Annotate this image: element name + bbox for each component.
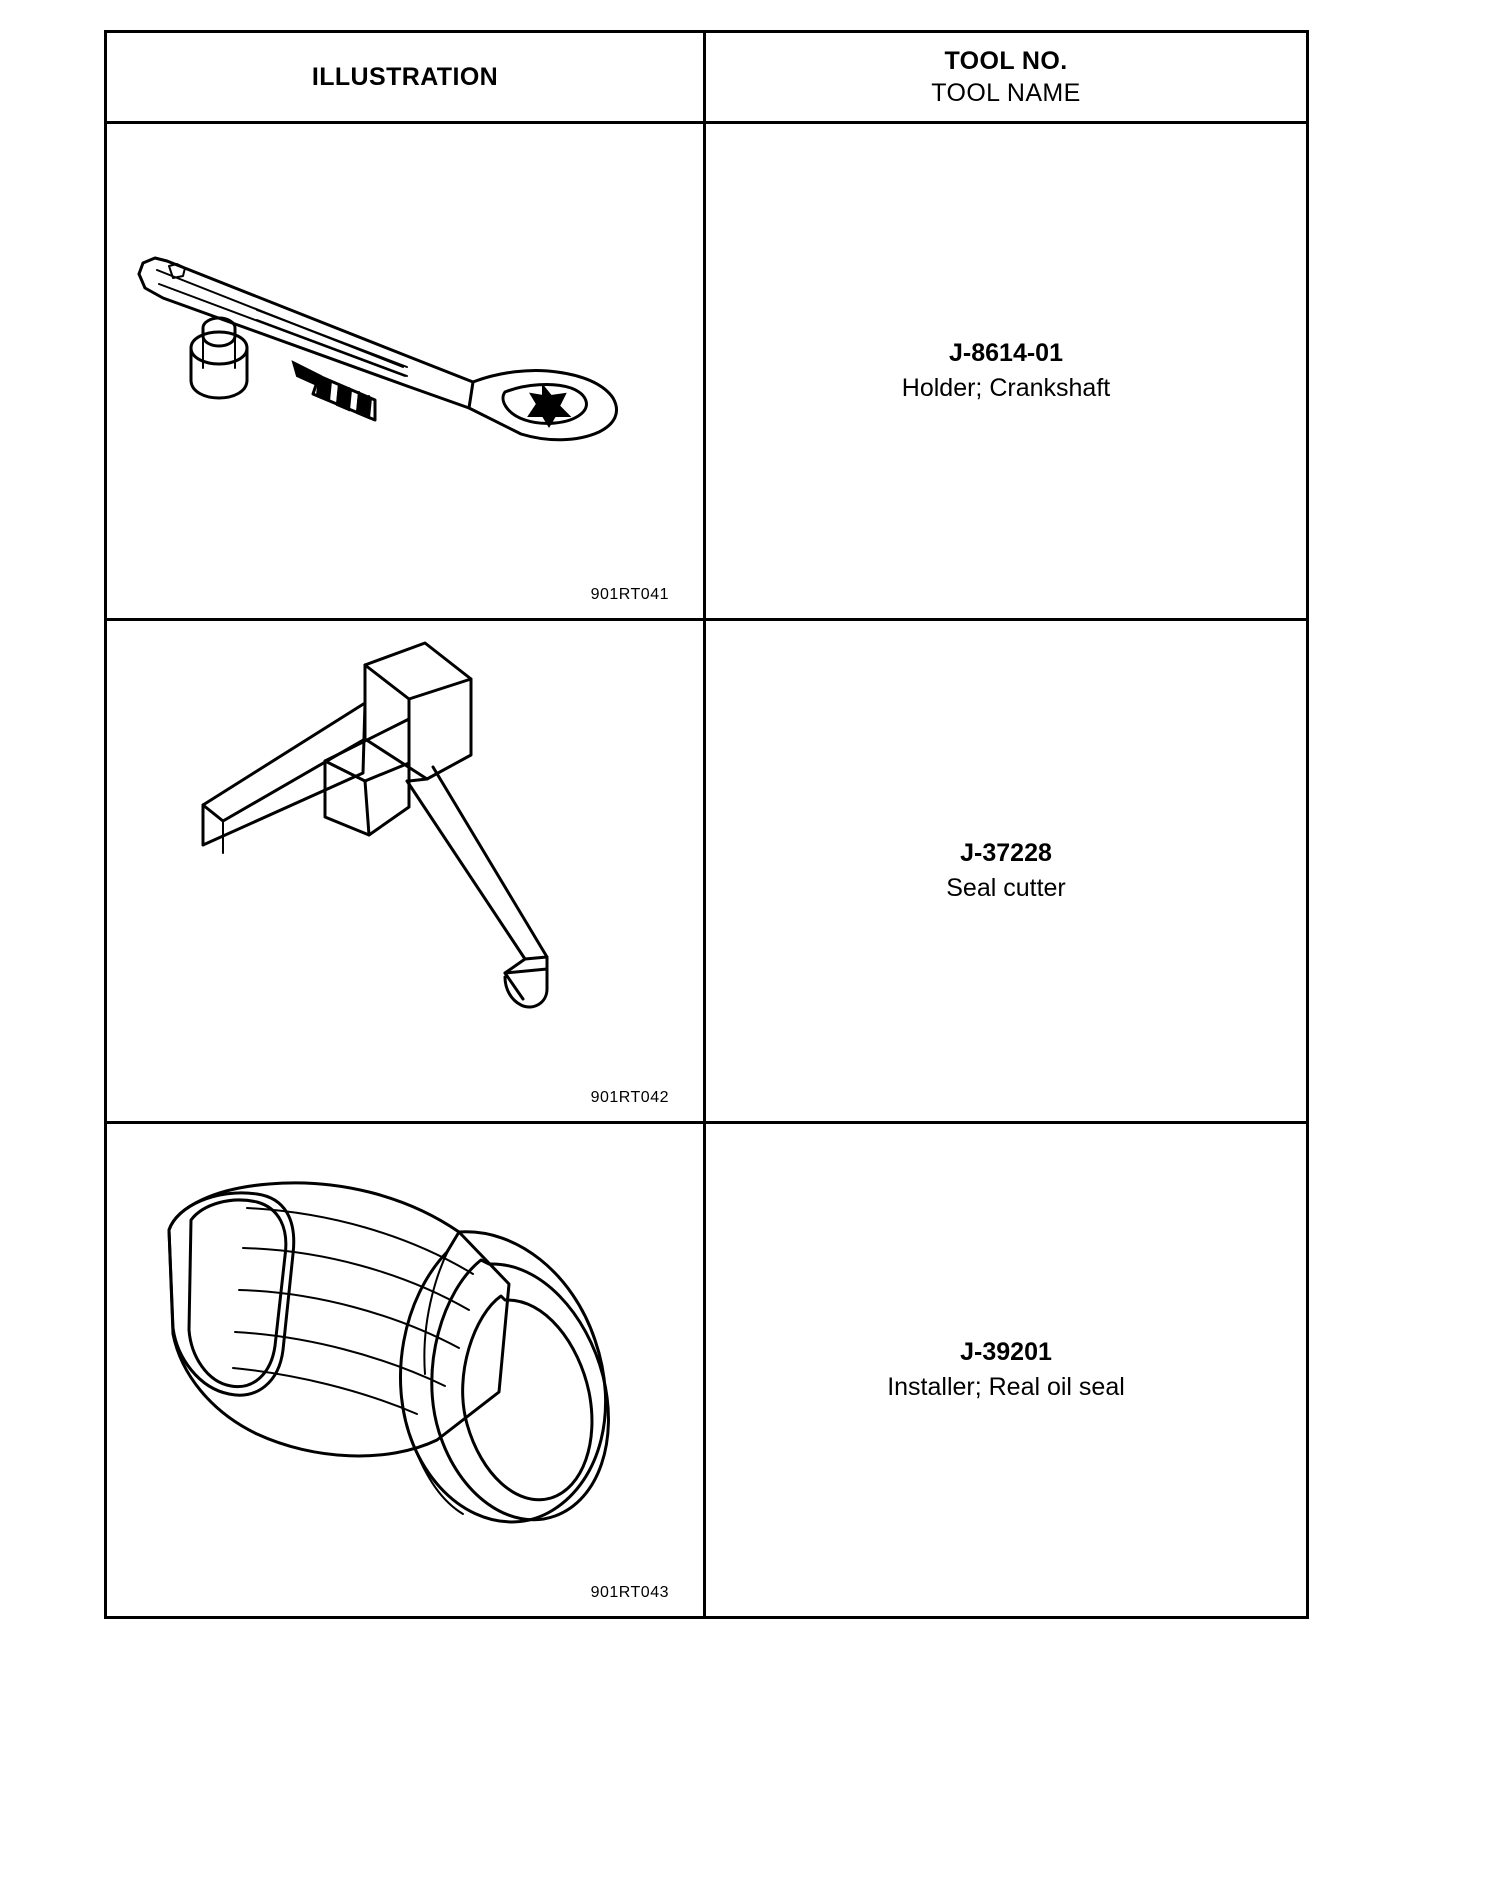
tool-number: J-39201 <box>960 1337 1052 1366</box>
header-tool-no-label: TOOL NO. <box>944 47 1068 75</box>
tool-name: Seal cutter <box>946 874 1066 902</box>
header-tool-name-label: TOOL NAME <box>931 79 1081 107</box>
tool-number: J-8614-01 <box>949 338 1063 367</box>
table-row <box>106 620 1308 1123</box>
tool-number: J-37228 <box>960 838 1052 867</box>
figure-id-label: 901RT041 <box>590 586 669 603</box>
table-row <box>106 1123 1308 1618</box>
header-illustration <box>106 32 705 123</box>
table-header-row <box>106 32 1308 123</box>
seal-cutter-illustration <box>107 621 703 1121</box>
header-illustration-label: ILLUSTRATION <box>311 63 499 91</box>
illustration-cell-2 <box>106 620 705 1123</box>
tool-info-cell-2 <box>705 620 1308 1123</box>
crankshaft-holder-wrench-illustration <box>107 124 703 618</box>
figure-id-label: 901RT043 <box>590 1584 669 1601</box>
tool-info-cell-1 <box>705 123 1308 620</box>
tool-info-cell-3 <box>705 1123 1308 1618</box>
figure-id-label: 901RT042 <box>590 1089 669 1106</box>
tool-name: Installer; Real oil seal <box>887 1373 1125 1401</box>
rear-oil-seal-installer-illustration <box>107 1124 703 1616</box>
special-tools-table <box>104 30 1309 1619</box>
table-row <box>106 123 1308 620</box>
illustration-cell-1 <box>106 123 705 620</box>
tool-name: Holder; Crankshaft <box>901 374 1111 402</box>
illustration-cell-3 <box>106 1123 705 1618</box>
header-tool-no-name <box>705 32 1308 123</box>
